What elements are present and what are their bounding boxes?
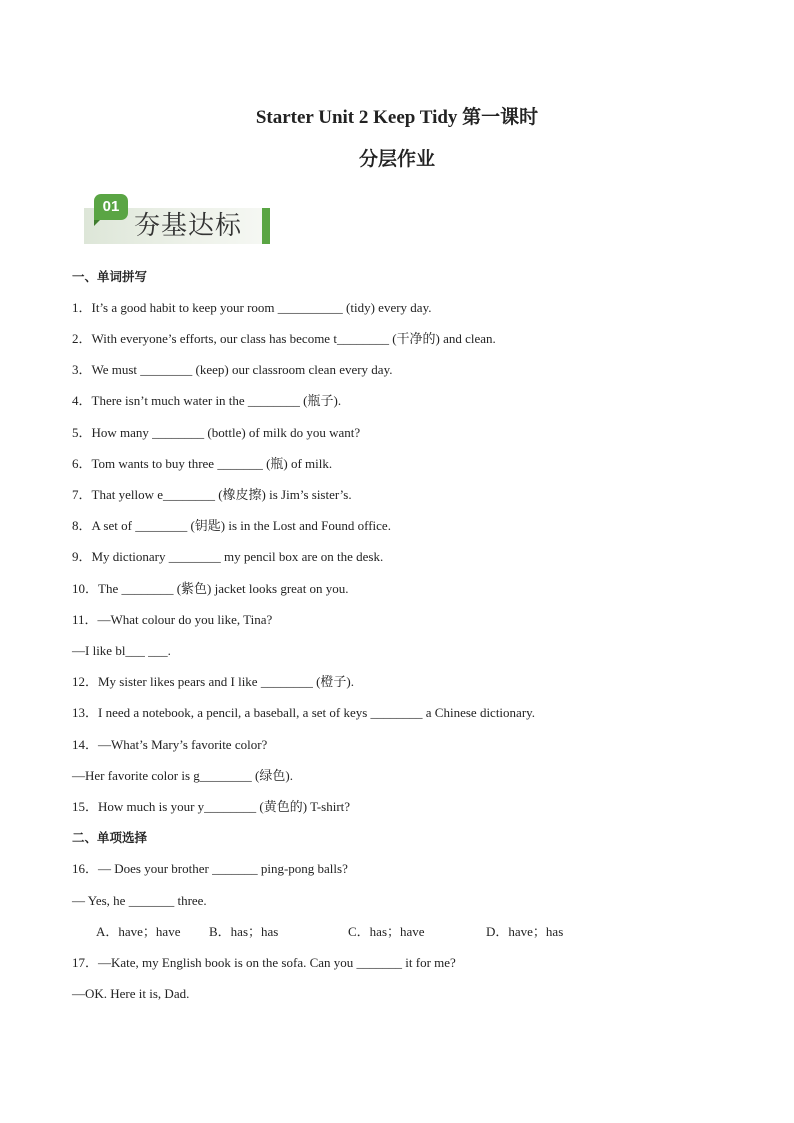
page-title: Starter Unit 2 Keep Tidy 第一课时	[255, 107, 539, 128]
section-heading-spelling: 一、单词拼写	[72, 269, 148, 284]
banner-accent-bar	[262, 208, 270, 244]
question-6: 6．Tom wants to buy three _______ (瓶) of milk.	[72, 456, 333, 471]
option-b[interactable]: B．has；has	[209, 924, 279, 939]
question-8: 8．A set of ________ (钥匙) is in the Lost and Found office.	[72, 518, 391, 533]
option-c[interactable]: C．has；have	[348, 924, 425, 939]
section-banner	[84, 190, 270, 246]
question-10: 10．The ________ (紫色) jacket looks great on you.	[72, 581, 349, 596]
question-4: 4．There isn’t much water in the ________ (瓶子).	[72, 393, 342, 408]
question-17-answer: —OK. Here it is, Dad.	[72, 986, 190, 1001]
section-heading-choice: 二、单项选择	[72, 830, 148, 845]
page-subtitle: 分层作业	[358, 149, 435, 170]
banner-number-badge: 01	[94, 194, 128, 220]
question-7: 7．That yellow e________ (橡皮擦) is Jim’s sister’s.	[72, 487, 352, 502]
question-9: 9．My dictionary ________ my pencil box are on the desk.	[72, 549, 384, 564]
question-11: 11．—What colour do you like, Tina?	[72, 612, 273, 627]
question-12: 12．My sister likes pears and I like ________ (橙子).	[72, 674, 354, 689]
question-11-answer: —I like bl___ ___.	[72, 643, 171, 658]
question-16: 16．— Does your brother _______ ping-pong balls?	[72, 861, 348, 876]
question-14: 14．—What’s Mary’s favorite color?	[72, 737, 268, 752]
question-2: 2．With everyone’s efforts, our class has become t________ (干净的) and clean.	[72, 331, 496, 346]
question-16-answer: — Yes, he _______ three.	[72, 893, 207, 908]
option-d[interactable]: D．have；has	[486, 924, 564, 939]
banner-label: 夯基达标	[134, 211, 243, 241]
question-3: 3．We must ________ (keep) our classroom clean every day.	[72, 362, 393, 377]
question-1: 1．It’s a good habit to keep your room __________ (tidy) every day.	[72, 300, 432, 315]
option-a[interactable]: A．have；have	[96, 924, 181, 939]
question-17: 17．—Kate, my English book is on the sofa. Can you _______ it for me?	[72, 955, 456, 970]
question-13: 13．I need a notebook, a pencil, a baseball, a set of keys ________ a Chinese dictionary.	[72, 705, 536, 720]
question-14-answer: —Her favorite color is g________ (绿色).	[72, 768, 293, 783]
question-5: 5．How many ________ (bottle) of milk do you want?	[72, 425, 361, 440]
question-15: 15．How much is your y________ (黄色的) T-shirt?	[72, 799, 351, 814]
